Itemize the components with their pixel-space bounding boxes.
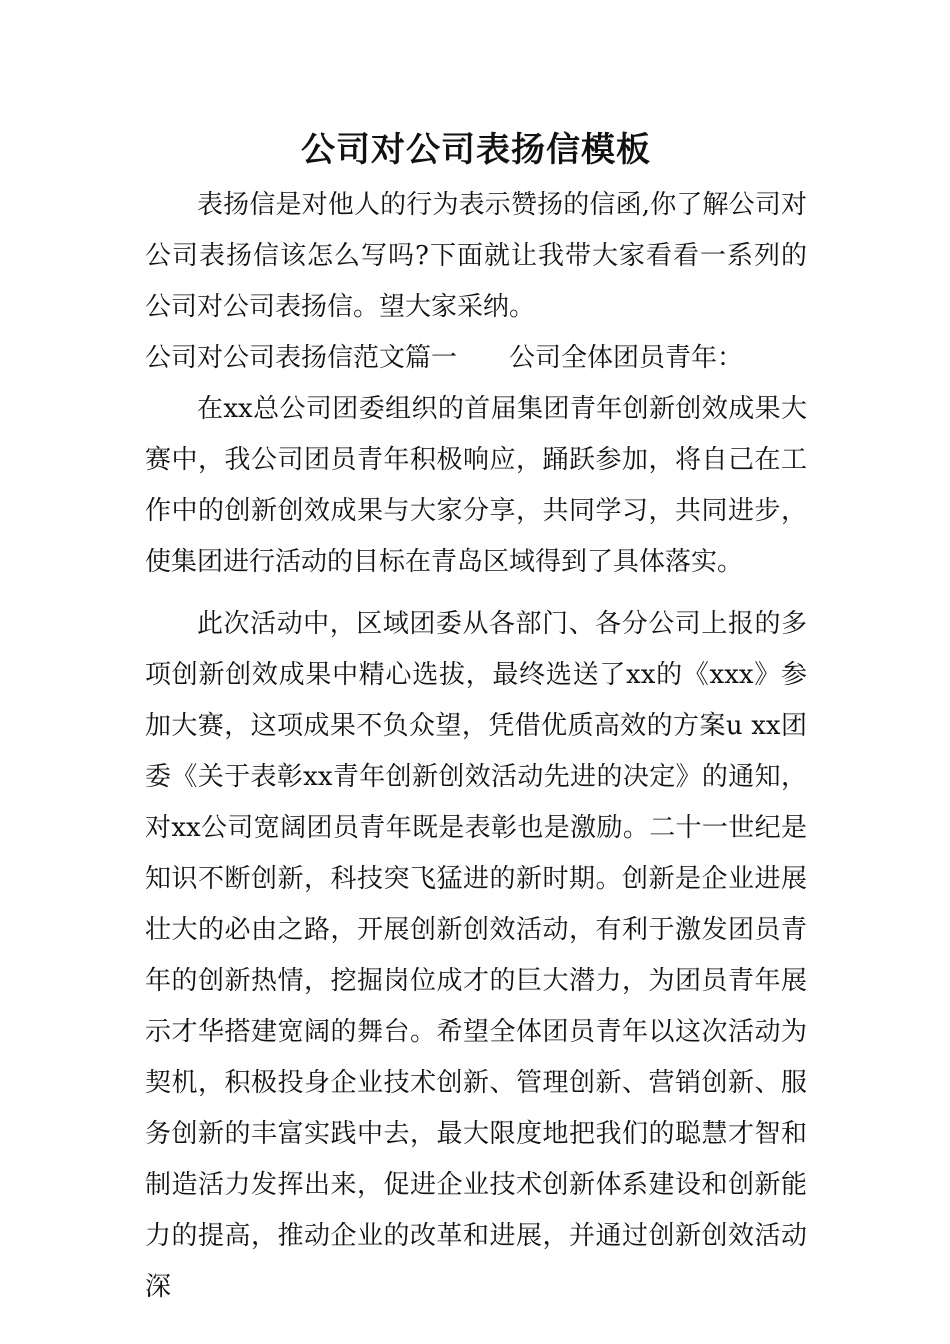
section-heading-line: 公司对公司表扬信范文篇一 公司全体团员青年： bbox=[145, 343, 744, 373]
document-title: 公司对公司表扬信模板 bbox=[301, 130, 651, 170]
body-paragraph-1: 在xx总公司团委组织的首届集团青年创新创效成果大赛中，我公司团员青年积极响应，踊跃参加，将自己在工作中的创新创效成果与大家分享，共同学习，共同进步，使集团进行活动的目标在青岛区域得到了具体落实。 bbox=[145, 394, 807, 577]
intro-paragraph: 表扬信是对他人的行为表示赞扬的信函,你了解公司对公司表扬信该怎么写吗?下面就让我带大家看看一系列的公司对公司表扬信。望大家采纳。 bbox=[145, 190, 807, 322]
body-paragraph-2: 此次活动中，区域团委从各部门、各分公司上报的多项创新创效成果中精心选拔，最终选送了xx的《xxx》参加大赛，这项成果不负众望，凭借优质高效的方案u xx团委《关于表彰xx青年创新创效活动先进的决定》的通知，对xx公司宽阔团员青年既是表彰也是激励。二十一世纪是知识不断创新，科技突飞猛进的新时期。创新是企业进展壮大的必由之路，开展创新创效活动，有利于激发团员青年的创新热情，挖掘岗位成才的巨大潜力，为团员青年展示才华搭建宽阔的舞台。希望全体团员青年以这次活动为契机，积极投身企业技术创新、管理创新、营销创新、服务创新的丰富实践中去，最大限度地把我们的聪慧才智和制造活力发挥出来，促进企业技术创新体系建设和创新能力的提高，推动企业的改革和进展，并通过创新创效活动深 bbox=[145, 609, 807, 1302]
document-body bbox=[145, 124, 807, 1313]
